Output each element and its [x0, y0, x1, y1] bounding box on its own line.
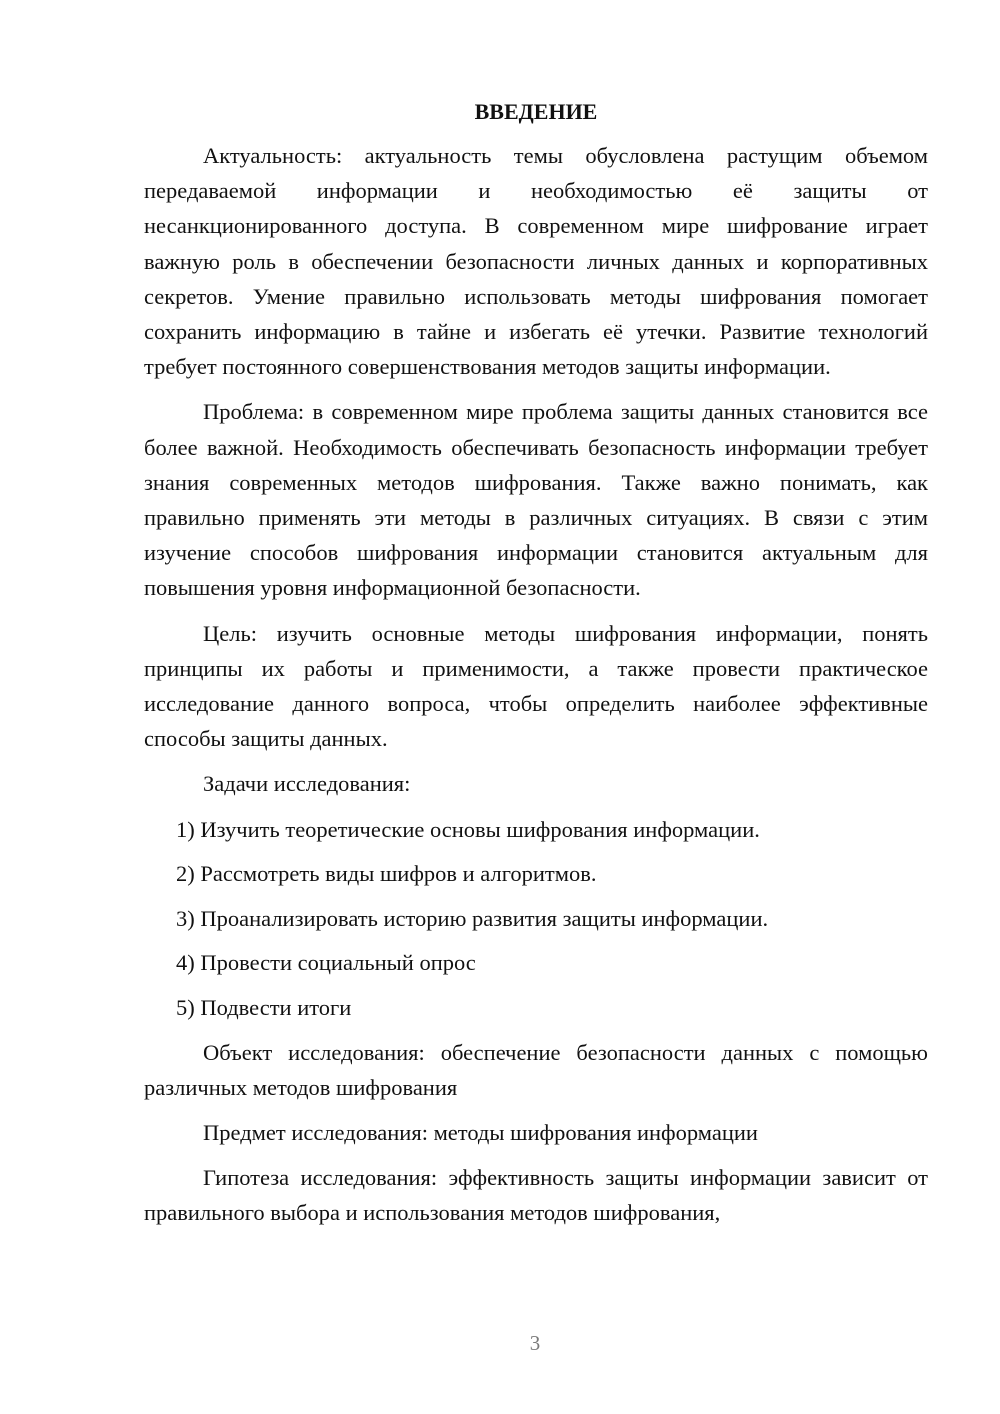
task-item-2: 2) Рассмотреть виды шифров и алгоритмов.	[176, 861, 597, 887]
task-item-3: 3) Проанализировать историю развития защиты информации.	[176, 905, 769, 931]
task-item-1: 1) Изучить теоретические основы шифрования информации.	[176, 816, 760, 842]
section-heading: ВВЕДЕНИЕ	[474, 99, 598, 124]
relevance-paragraph: Актуальность: актуальность темы обусловлена растущим объемом передаваемой информации и необходимостью её защиты от несанкционированного доступа. В современном мире шифрование играет важную роль в обеспечении безопасности личных данных и корпоративных секретов. Умение правильно использовать методы шифрования помогает сохранить информацию в тайне и избегать её утечки. Развитие технологий требует постоянного совершенствования методов защиты информации.	[144, 143, 928, 380]
subject-paragraph: Предмет исследования: методы шифрования информации	[203, 1120, 758, 1146]
page-content	[144, 96, 928, 1241]
task-item-4: 4) Провести социальный опрос	[176, 950, 476, 976]
tasks-title: Задачи исследования:	[203, 771, 411, 797]
object-paragraph: Объект исследования: обеспечение безопасности данных с помощью различных методов шифрования	[144, 1039, 928, 1100]
problem-paragraph: Проблема: в современном мире проблема защиты данных становится все более важной. Необходимость обеспечивать безопасность информации требует знания современных методов шифрования. Также важно понимать, как правильно применять эти методы в различных ситуациях. В связи с этим изучение способов шифрования информации становится актуальным для повышения уровня информационной безопасности.	[144, 399, 928, 601]
page-number: 3	[529, 1331, 541, 1355]
task-item-5: 5) Подвести итоги	[176, 995, 352, 1021]
hypothesis-paragraph: Гипотеза исследования: эффективность защиты информации зависит от правильного выбора и использования методов шифрования,	[144, 1165, 928, 1226]
goal-paragraph: Цель: изучить основные методы шифрования информации, понять принципы их работы и применимости, а также провести практическое исследование данного вопроса, чтобы определить наиболее эффективные способы защиты данных.	[144, 620, 928, 752]
